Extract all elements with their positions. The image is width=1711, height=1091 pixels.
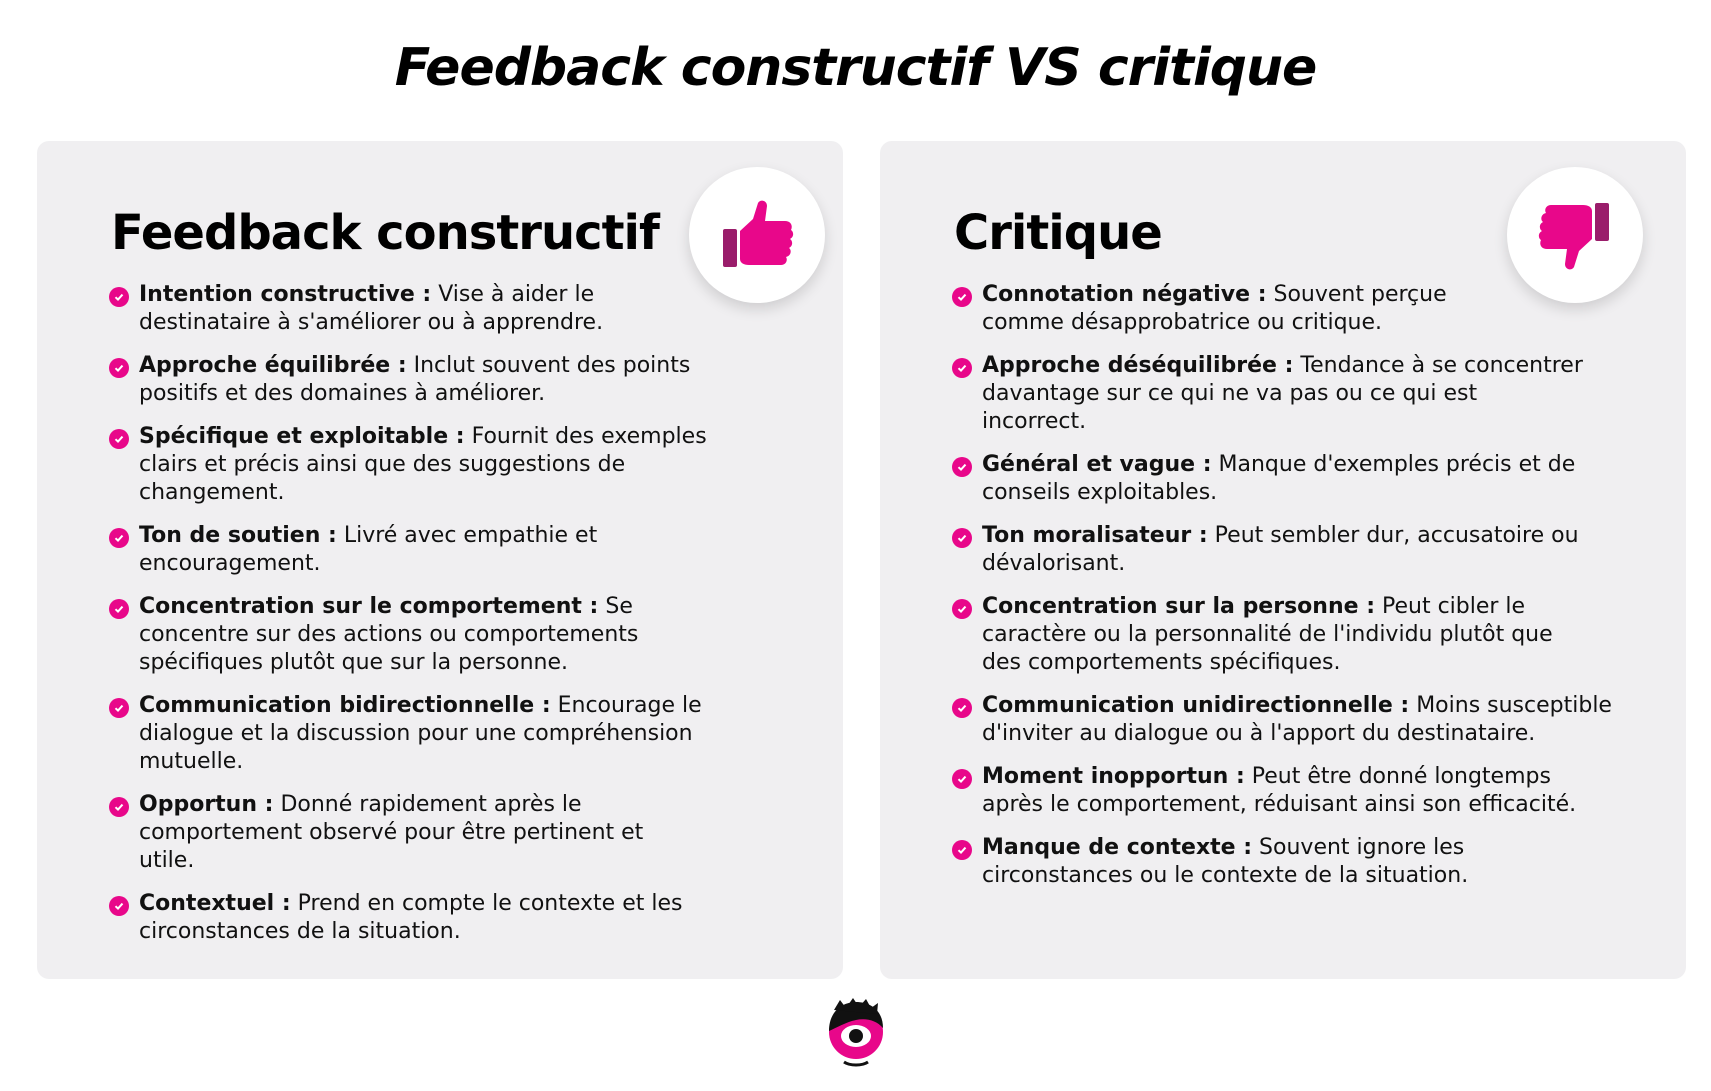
check-icon (109, 896, 129, 916)
list-item: Manque de contexte : Souvent ignore les circonstances ou le contexte de la situation. (952, 834, 1652, 890)
list-item: Ton de soutien : Livré avec empathie et encouragement. (109, 522, 809, 578)
check-icon (952, 457, 972, 477)
eye-mascot-logo-icon (826, 998, 886, 1070)
list-item: Intention constructive : Vise à aider le destinataire à s'améliorer ou à apprendre. (109, 281, 809, 337)
check-icon (952, 769, 972, 789)
list-item: Ton moralisateur : Peut sembler dur, accusatoire ou dévalorisant. (952, 522, 1652, 578)
check-icon (109, 797, 129, 817)
list-item: Connotation négative : Souvent perçue comme désapprobatrice ou critique. (952, 281, 1652, 337)
panel-title-critique: Critique (954, 205, 1162, 261)
critique-panel (880, 141, 1686, 979)
check-icon (952, 358, 972, 378)
check-icon (109, 599, 129, 619)
list-item: Spécifique et exploitable : Fournit des exemples clairs et précis ainsi que des suggestions de changement. (109, 423, 809, 507)
page-title: Feedback constructif VS critique (394, 38, 1317, 98)
list-item: Concentration sur le comportement : Se concentre sur des actions ou comportements spécifiques plutôt que sur la personne. (109, 593, 809, 677)
check-icon (952, 287, 972, 307)
check-icon (109, 528, 129, 548)
check-icon (952, 599, 972, 619)
check-icon (109, 287, 129, 307)
thumbs-down-icon (1537, 197, 1613, 273)
list-item: Général et vague : Manque d'exemples précis et de conseils exploitables. (952, 451, 1652, 507)
check-icon (109, 429, 129, 449)
list-item: Communication unidirectionnelle : Moins susceptible d'inviter au dialogue ou à l'apport du destinataire. (952, 692, 1652, 748)
constructive-feedback-panel (37, 141, 843, 979)
panel-title-constructive: Feedback constructif (111, 205, 659, 261)
list-item: Moment inopportun : Peut être donné longtemps après le comportement, réduisant ainsi son efficacité. (952, 763, 1652, 819)
list-item: Opportun : Donné rapidement après le comportement observé pour être pertinent et utile. (109, 791, 809, 875)
list-item: Concentration sur la personne : Peut cibler le caractère ou la personnalité de l'individu plutôt que des comportements spécifiques. (952, 593, 1652, 677)
check-icon (952, 840, 972, 860)
constructive-list (109, 281, 809, 961)
list-item: Communication bidirectionnelle : Encourage le dialogue et la discussion pour une compréhension mutuelle. (109, 692, 809, 776)
check-icon (952, 698, 972, 718)
check-icon (952, 528, 972, 548)
list-item: Approche équilibrée : Inclut souvent des points positifs et des domaines à améliorer. (109, 352, 809, 408)
list-item: Contextuel : Prend en compte le contexte et les circonstances de la situation. (109, 890, 809, 946)
list-item: Approche déséquilibrée : Tendance à se concentrer davantage sur ce qui ne va pas ou ce qui est incorrect. (952, 352, 1652, 436)
check-icon (109, 698, 129, 718)
critique-list (952, 281, 1652, 905)
thumbs-up-icon (719, 197, 795, 273)
check-icon (109, 358, 129, 378)
